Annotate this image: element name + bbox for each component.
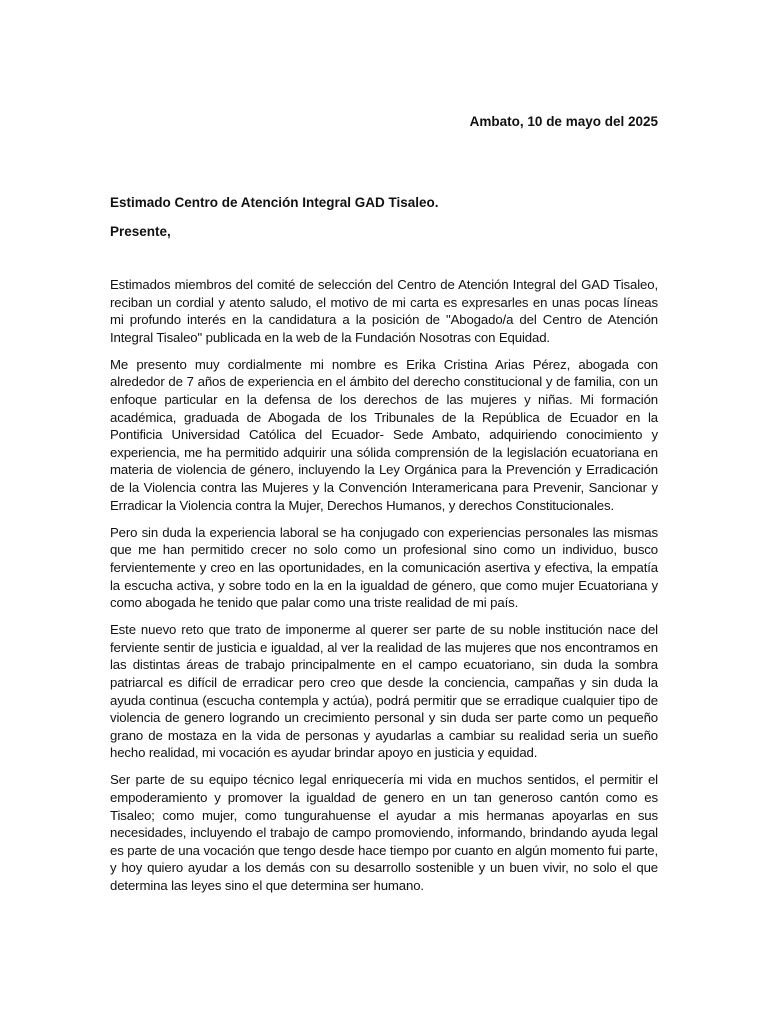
body-paragraph: Pero sin duda la experiencia laboral se ha conjugado con experiencias personales las mismas que me han permitido crecer no solo como un profesional sino como un individuo, busco fervientemente y creo en las oportunidades, en la comunicación asertiva y efectiva, la empatía la escucha activa, y sobre todo en la en la igualdad de género, que como mujer Ecuatoriana y como abogada he tenido que palar como una triste realidad de mi país. — [110, 524, 658, 611]
letter-body — [110, 276, 658, 904]
letter-recipient: Estimado Centro de Atención Integral GAD Tisaleo. — [110, 195, 439, 210]
letter-greeting: Presente, — [110, 224, 171, 239]
letter-salutation — [110, 194, 658, 252]
body-paragraph: Este nuevo reto que trato de imponerme al querer ser parte de su noble institución nace del ferviente sentir de justicia e igualdad, al ver la realidad de las mujeres que nos encontramos en las distintas áreas de trabajo principalmente en el campo ecuatoriano, sin duda la sombra patriarcal es difícil de erradicar pero creo que desde la conciencia, campañas y sin duda la ayuda continua (escucha contempla y actúa), podrá permitir que se erradique cualquier tipo de violencia de genero logrando un crecimiento personal y sin duda ser parte como un pequeño grano de mostaza en la vida de personas y ayudarlas a cambiar su realidad seria un sueño hecho realidad, mi vocación es ayudar brindar apoyo en justicia y equidad. — [110, 622, 658, 761]
body-paragraph: Ser parte de su equipo técnico legal enriquecería mi vida en muchos sentidos, el permitir el empoderamiento y promover la igualdad de genero en un tan generoso cantón como es Tisaleo; como mujer, como tungurahuense el ayudar a mis hermanas apoyarlas en sus necesidades, incluyendo el trabajo de campo promoviendo, informando, brindando ayuda legal es parte de una vocación que tengo desde hace tiempo por cuanto en algún momento fui parte, y hoy quiero ayudar a los demás con su desarrollo sostenible y un buen vivir, no solo el que determina las leyes sino el que determina ser humano. — [110, 772, 658, 893]
body-paragraph: Me presento muy cordialmente mi nombre es Erika Cristina Arias Pérez, abogada con alrededor de 7 años de experiencia en el ámbito del derecho constitucional y de familia, con un enfoque particular en la defensa de los derechos de las mujeres y niñas. Mi formación académica, graduada de Abogada de los Tribunales de la República de Ecuador en la Pontificia Universidad Católica del Ecuador- Sede Ambato, adquiriendo conocimiento y experiencia, me ha permitido adquirir una sólida comprensión de la legislación ecuatoriana en materia de violencia de género, incluyendo la Ley Orgánica para la Prevención y Erradicación de la Violencia contra las Mujeres y la Convención Interamericana para Prevenir, Sancionar y Erradicar la Violencia contra la Mujer, Derechos Humanos, y derechos Constitucionales. — [110, 356, 658, 513]
body-paragraph: Estimados miembros del comité de selección del Centro de Atención Integral del GAD Tisaleo, reciban un cordial y atento saludo, el motivo de mi carta es expresarles en unas pocas líneas mi profundo interés en la candidatura a la posición de "Abogado/a del Centro de Atención Integral Tisaleo" publicada en la web de la Fundación Nosotras con Equidad. — [110, 277, 658, 345]
letter-date: Ambato, 10 de mayo del 2025 — [469, 114, 658, 129]
